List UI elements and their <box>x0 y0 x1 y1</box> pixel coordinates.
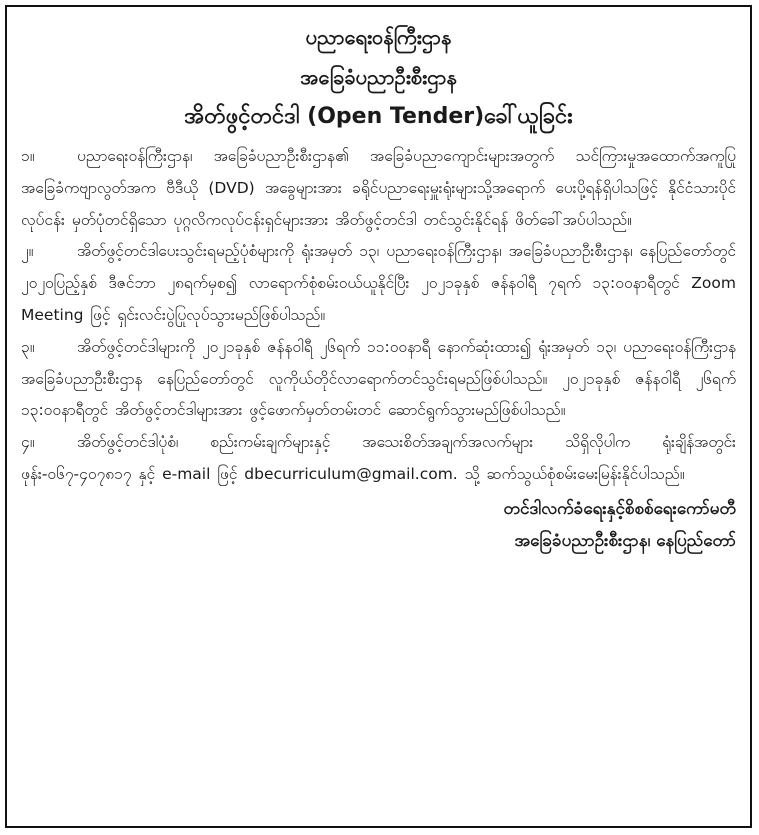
paragraph-number: ၁။ <box>21 147 35 165</box>
paragraph-1 <box>21 141 736 236</box>
notice-body <box>21 141 736 491</box>
ministry-title: ပညာရေးဝန်ကြီးဌာန <box>305 25 452 49</box>
paragraph-number: ၂။ <box>21 242 34 261</box>
paragraph-2 <box>21 236 736 331</box>
paragraph-text: အိတ်ဖွင့်တင်ဒါပေးသွင်းရမည့်ပုံစံများကို ရုံးအမှတ် ၁၃၊ ပညာရေးဝန်ကြီးဌာန၊ အခြေခံပညာဦးစီးဌာန၊ နေပြည်တော်တွင် ၂၀၂၀ပြည့်နှစ် ဒီဇင်ဘာ ၂၈ရက်မှစ၍ လာရောက်စုံစမ်းဝယ်ယူနိုင်ပြီး ၂၀၂၁ခုနှစ် ဇန်နဝါရီ ၇ရက် ၁၃:၀၀နာရီတွင် Zoom Meeting ဖြင့် ရှင်းလင်းပွဲပြုလုပ်သွားမည်ဖြစ်ပါသည်။ <box>21 242 736 324</box>
paragraph-3 <box>21 332 736 427</box>
paragraph-number: ၄။ <box>21 433 35 452</box>
paragraph-number: ၃။ <box>21 337 35 356</box>
notice-header <box>21 17 736 137</box>
tender-notice <box>5 5 752 828</box>
signature-office: အခြေခံပညာဦးစီးဌာန၊ နေပြည်တော် <box>514 530 736 551</box>
paragraph-4 <box>21 427 736 491</box>
notice-title: အိတ်ဖွင့်တင်ဒါ (Open Tender)ခေါ်ယူခြင်း <box>184 104 573 129</box>
paragraph-text: အိတ်ဖွင့်တင်ဒါများကို ၂၀၂၁ခုနှစ် ဇန်နဝါရီ ၂၆ရက် ၁၁:၀၀နာရီ နောက်ဆုံးထား၍ ရုံးအမှတ် ၁၃၊ ပညာရေးဝန်ကြီးဌာန အခြေခံပညာဦးစီးဌာန နေပြည်တော်တွင် လူကိုယ်တိုင်လာရောက်တင်သွင်းရမည်ဖြစ်ပါသည်။ ၂၀၂၁ခုနှစ် ဇန်နဝါရီ ၂၆ရက် ၁၃:၀၀နာရီတွင် အိတ်ဖွင့်တင်ဒါများအား ဖွင့်ဖောက်မှတ်တမ်းတင် ဆောင်ရွက်သွားမည်ဖြစ်ပါသည်။ <box>21 337 736 420</box>
signature-block <box>21 493 736 557</box>
paragraph-text: ပညာရေးဝန်ကြီးဌာန၊ အခြေခံပညာဦးစီးဌာန၏ အခြေခံပညာကျောင်းများအတွက် သင်ကြားမှုအထောက်အကူပြု အခြေခံကဗျာလွတ်အက ဗီဒီယို (DVD) အခွေများအား ခရိုင်ပညာရေးမှူးရုံးများသို့အရောက် ပေးပို့ရန်ရှိပါသဖြင့် နိုင်ငံသားပိုင်လုပ်ငန်း မှတ်ပုံတင်ရှိသော ပုဂ္ဂလိကလုပ်ငန်းရှင်များအား အိတ်ဖွင့်တင်ဒါ တင်သွင်းနိုင်ရန် ဖိတ်ခေါ်အပ်ပါသည်။ <box>21 147 736 229</box>
paragraph-text: အိတ်ဖွင့်တင်ဒါပုံစံ၊ စည်းကမ်းချက်များနှင့် အသေးစိတ်အချက်အလက်များ သိရှိလိုပါက ရုံးချိန်အတွင်း ဖုန်း-၀၆၇-၄၀၇၈၁၇ နှင့် e-mail ဖြင့် dbecurriculum@gmail.com. သို့ ဆက်သွယ်စုံစမ်းမေးမြန်းနိုင်ပါသည်။ <box>21 433 736 483</box>
signature-committee: တင်ဒါလက်ခံရေးနှင့်စိစစ်ရေးကော်မတီ <box>503 498 736 519</box>
department-title: အခြေခံပညာဦးစီးဌာန <box>300 65 457 89</box>
